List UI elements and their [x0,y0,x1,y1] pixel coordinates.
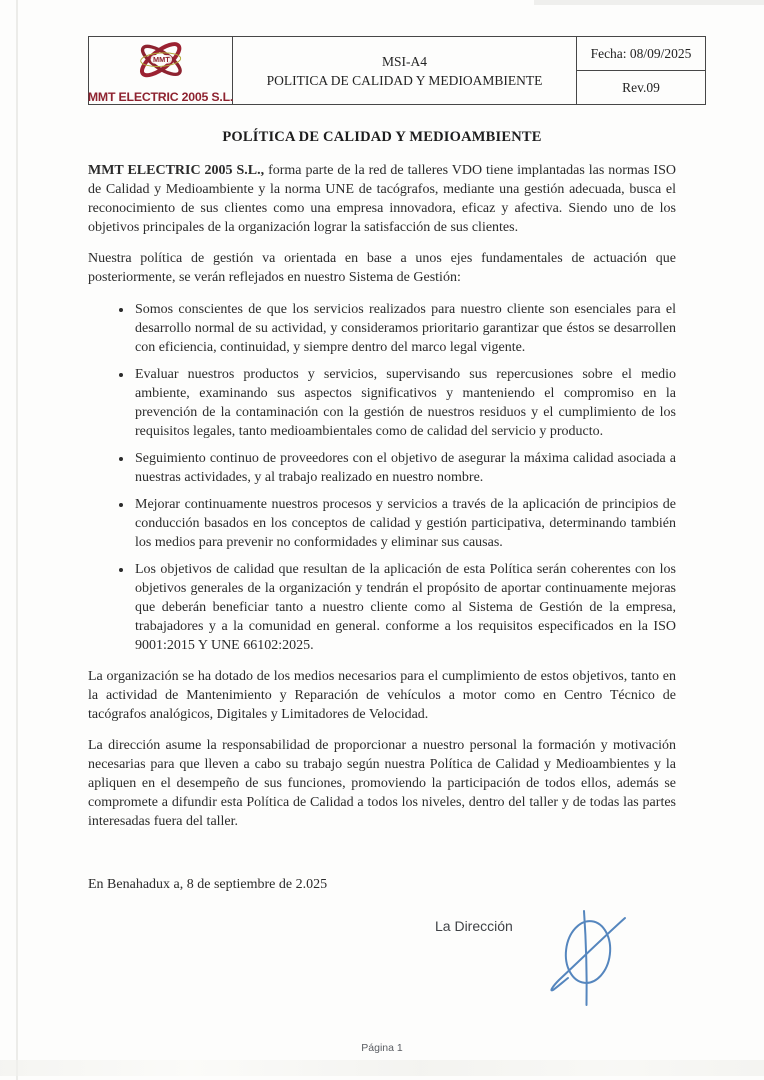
header-doc-info-cell [233,37,577,105]
doc-revision-cell: Rev.09 [577,71,706,105]
doc-code: MSI-A4 [381,53,427,69]
bullet-item: • Seguimiento continuo de proveedores con el objetivo de asegurar la máxima calidad asociada a nuestras actividades, y al trabajo realizado en nuestro nombre. [133,449,676,487]
place-date-line: En Benahadux a, 8 de septiembre de 2.025 [88,877,328,892]
intro-paragraph [88,161,676,237]
scan-artifact-top-streak [534,0,764,5]
policy-bullet-list [88,300,676,655]
bullet-item: • Evaluar nuestros productos y servicios, supervisando sus repercusiones sobre el medio ambiente, examinando sus aspectos significativos y manteniendo el compromiso en la prevención de la contaminación con la gestión de nuestros residuos y el cumplimiento de los requisitos legales, tanto medioambientales como de calidad del servicio y producto. [133,365,676,441]
bullet-item: • Mejorar continuamente nuestros procesos y servicios a través de la aplicación de principios de conducción basados en los conceptos de calidad y gestión participativa, determinando también los medios para prevenir no conformidades y eliminar sus causas. [133,495,676,552]
intro-paragraph-text: forma parte de la red de talleres VDO tiene implantadas las normas ISO de Calidad y Medioambiente y la norma UNE de tacógrafos, mediante una gestión adecuada, busca el reconocimiento de sus clientes como una empresa innovadora, eficaz y afectiva. Siendo uno de los objetivos principales de la organización lograr la satisfacción de sus clientes. [88,163,676,235]
bullet-item: • Los objetivos de calidad que resultan de la aplicación de esta Política serán coherentes con los objetivos generales de la organización y tendrán el propósito de aportar continuamente mejoras que deberán beneficiar tanto a nuestro cliente como al Sistema de Gestión de la empresa, trabajadores y a la comunidad en general. conforme a los requisitos especificados en la ISO 9001:2015 Y UNE 66102:2025. [133,560,676,655]
policy-axes-paragraph: Nuestra política de gestión va orientada en base a unos ejes fundamentales de actuación que posteriormente, se verán reflejados en nuestro Sistema de Gestión: [88,251,676,285]
document-header-table [88,36,706,105]
organization-means-paragraph: La organización se ha dotado de los medios necesarios para el cumplimiento de estos objetivos, tanto en la actividad de Mantenimiento y Reparación de vehículos a motor como en Centro Técnico de tacógrafos analógicos, Digitales y Limitadores de Velocidad. [88,669,676,722]
company-name: MMT ELECTRIC 2005 S.L. [87,90,234,104]
scan-artifact-left-edge [16,0,18,1080]
header-doc-title: POLITICA DE CALIDAD Y MEDIOAMBIENTE [266,72,543,88]
handwritten-signature [541,908,651,1031]
intro-company-lead: MMT ELECTRIC 2005 S.L., [88,163,265,178]
signature-label: La Dirección [435,918,513,934]
scan-artifact-bottom-smudge [0,1060,764,1076]
signature-block [88,908,676,1033]
logo-cell [89,37,233,105]
page-title: POLÍTICA DE CALIDAD Y MEDIOAMBIENTE [222,129,542,145]
document-page [87,36,692,1033]
management-commitment-paragraph: La dirección asume la responsabilidad de proporcionar a nuestro personal la formación y motivación necesarias para que lleven a cabo su trabajo según nuestra Política de Calidad y Medioambientes y la apliquen en el desempeño de sus funciones, promoviendo la participación de todos ellos, además se compromete a difundir esta Política de Calidad a todos los niveles, dentro del taller y de todas las partes interesadas fuera del taller. [88,738,676,829]
svg-text:MMT: MMT [152,55,170,64]
company-atom-logo-icon [130,37,192,89]
page-number: Página 1 [361,1042,403,1054]
doc-date-cell: Fecha: 08/09/2025 [577,37,706,71]
bullet-item: • Somos conscientes de que los servicios realizados para nuestro cliente son esenciales para el desarrollo normal de su actividad, y consideramos prioritario garantizar que éstos se desarrollen con eficiencia, continuidad, y siempre dentro del marco legal vigente. [133,300,676,357]
